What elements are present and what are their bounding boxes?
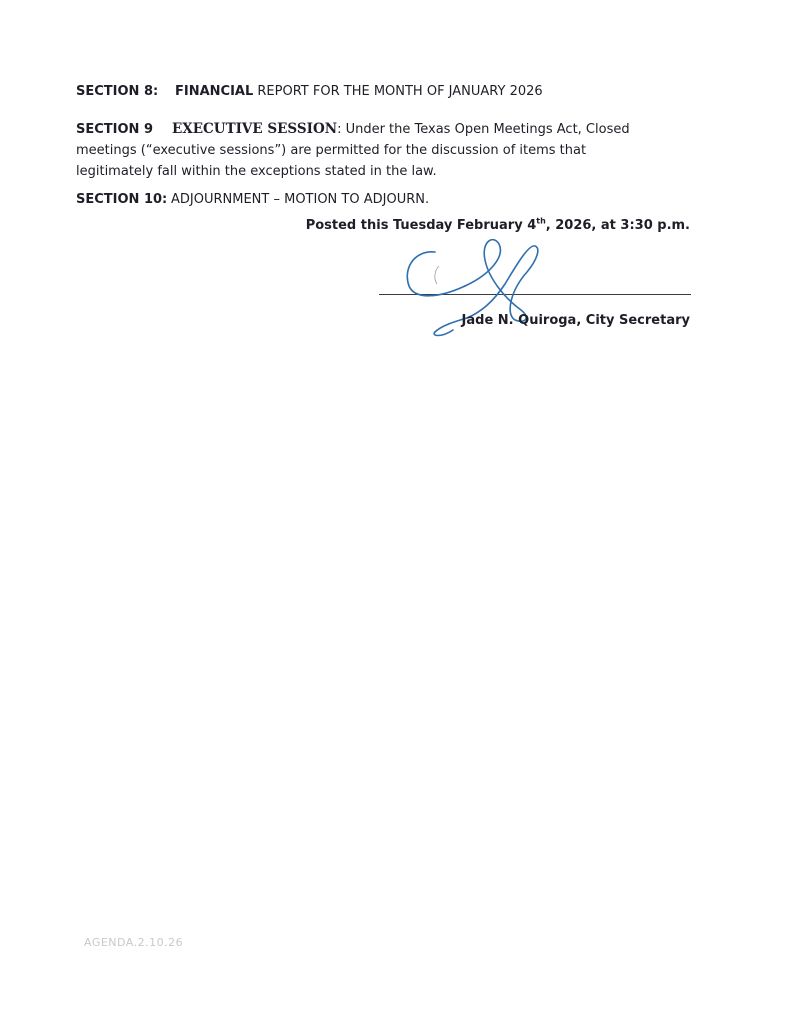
posting-ordinal: th [536,216,546,226]
section-9-text: : Under the Texas Open Meetings Act, Closed [337,122,630,137]
posting-prefix: Posted this Tuesday February 4 [305,218,537,233]
section-9-label: SECTION 9 [76,122,153,137]
section-8-title: FINANCIAL [175,84,254,99]
section-9-line-2: meetings (“executive sessions”) are permitted for the discussion of items that [76,143,587,158]
handwritten-signature [395,226,575,346]
posting-suffix: , 2026, at 3:30 p.m. [545,218,690,233]
section-9 [76,119,630,182]
document-footer: AGENDA.2.10.26 [84,936,184,949]
section-9-line-3: legitimately fall within the exceptions stated in the law. [76,164,437,179]
signer-name: Jade N. Quiroga, City Secretary [461,313,690,328]
section-8-label: SECTION 8: [76,84,159,99]
section-8 [76,81,543,102]
section-10-label: SECTION 10: [76,192,168,207]
section-9-line-1 [76,119,630,140]
section-10 [76,189,429,210]
section-8-text: REPORT FOR THE MONTH OF JANUARY 2026 [253,84,543,99]
section-10-text: ADJOURNMENT – MOTION TO ADJOURN. [171,192,430,207]
section-9-title: EXECUTIVE SESSION [172,121,338,137]
